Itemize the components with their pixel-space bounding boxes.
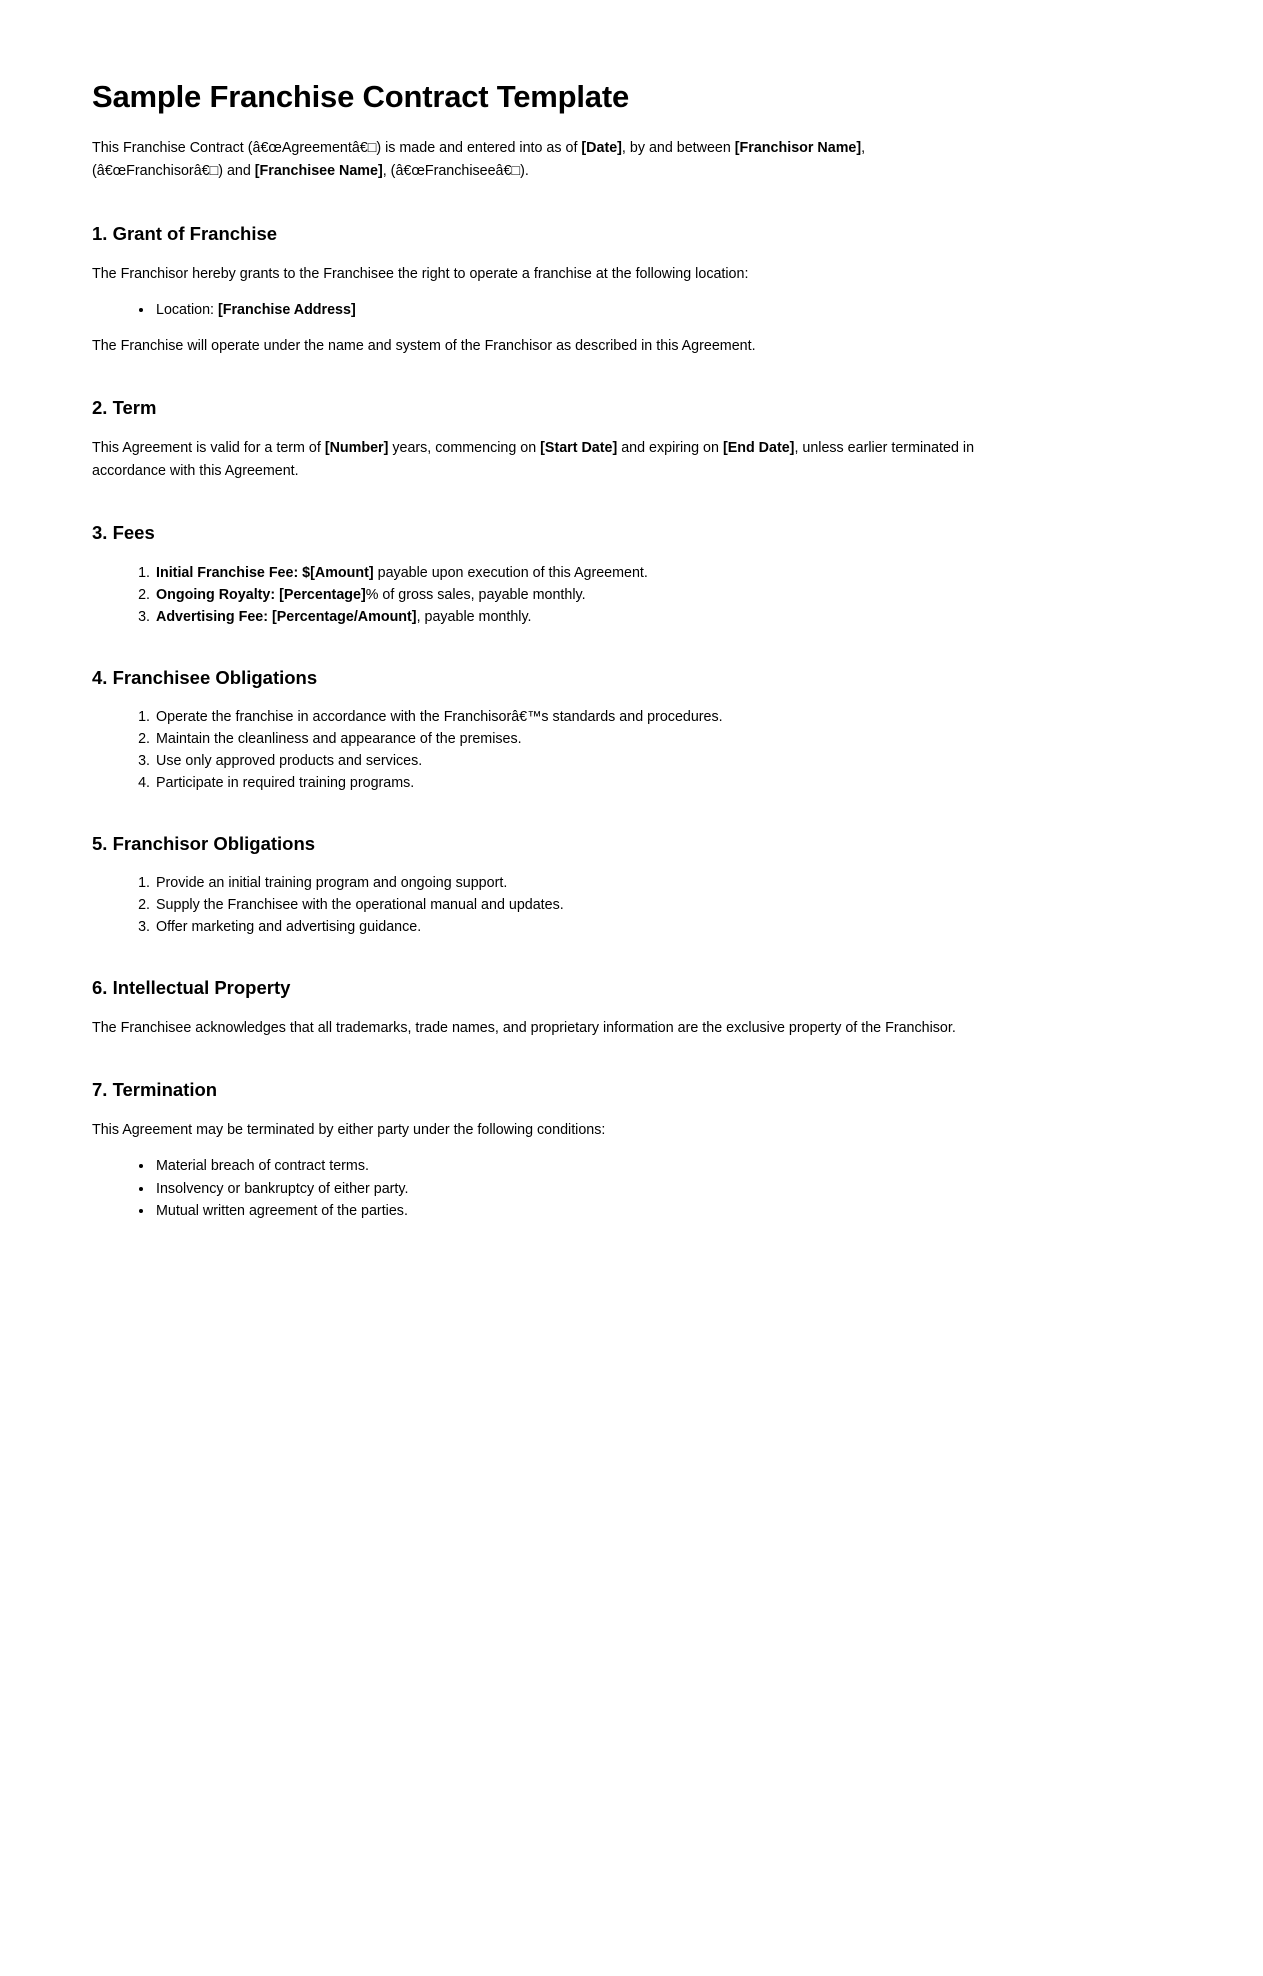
list-item bbox=[154, 607, 975, 628]
intro-text-part-1: This Franchise Contract (â€œAgreementâ€□) is made and entered into as of bbox=[92, 140, 582, 157]
intro-placeholder-date: [Date] bbox=[581, 140, 622, 157]
section-7-list bbox=[92, 1156, 975, 1221]
list-item: 1. Provide an initial training program and ongoing support. bbox=[154, 873, 975, 894]
section-1-closing-paragraph: The Franchise will operate under the name and system of the Franchisor as described in this Agreement. bbox=[92, 337, 756, 354]
section-heading-grant-of-franchise: 1. Grant of Franchise bbox=[92, 222, 278, 244]
list-item bbox=[154, 563, 975, 584]
list-item-bold: Ongoing Royalty: [Percentage] bbox=[156, 586, 366, 603]
term-text-part-1: This Agreement is valid for a term of bbox=[92, 440, 325, 457]
section-3-list bbox=[92, 563, 975, 628]
intro-text-part-4: , (â€œFranchiseeâ€□). bbox=[382, 163, 529, 180]
section-heading-intellectual-property: 6. Intellectual Property bbox=[92, 976, 291, 998]
section-1-intro-paragraph: The Franchisor hereby grants to the Franchisee the right to operate a franchise at the following location: bbox=[92, 265, 749, 282]
list-item: 2. Supply the Franchisee with the operational manual and updates. bbox=[154, 895, 975, 916]
list-item-rest: payable upon execution of this Agreement. bbox=[373, 564, 648, 581]
section-5-list bbox=[92, 873, 975, 938]
section-6-paragraph: The Franchisee acknowledges that all trademarks, trade names, and proprietary information are the exclusive property of the Franchisor. bbox=[92, 1020, 956, 1037]
list-item-rest: , payable monthly. bbox=[416, 608, 532, 625]
intro-text-part-3: , (â€œFranchisorâ€□) and bbox=[92, 140, 866, 180]
term-placeholder-number: [Number] bbox=[324, 440, 389, 457]
term-text-part-4: , unless earlier terminated in accordance with this Agreement. bbox=[92, 440, 975, 480]
term-placeholder-end-date: [End Date] bbox=[722, 440, 795, 457]
document-body bbox=[0, 78, 1263, 1936]
list-item-bold: Advertising Fee: [Percentage/Amount] bbox=[156, 608, 417, 625]
term-placeholder-start-date: [Start Date] bbox=[540, 440, 618, 457]
page-title: Sample Franchise Contract Template bbox=[92, 79, 630, 114]
list-item: 2. Maintain the cleanliness and appearance of the premises. bbox=[154, 729, 975, 750]
list-item bbox=[154, 585, 975, 606]
term-text-part-2: years, commencing on bbox=[388, 440, 541, 457]
list-item-bold: [Franchise Address] bbox=[218, 301, 356, 318]
term-text-part-3: and expiring on bbox=[617, 440, 723, 457]
page-bottom-whitespace bbox=[92, 1236, 975, 1936]
list-item: • Mutual written agreement of the parties. bbox=[154, 1201, 975, 1222]
list-item: 4. Participate in required training programs. bbox=[154, 773, 975, 794]
section-heading-fees: 3. Fees bbox=[92, 522, 155, 544]
intro-placeholder-franchisee-name: [Franchisee Name] bbox=[254, 163, 383, 180]
section-heading-termination: 7. Termination bbox=[92, 1079, 218, 1101]
section-heading-franchisor-obligations: 5. Franchisor Obligations bbox=[92, 832, 316, 854]
list-item: 3. Use only approved products and services. bbox=[154, 751, 975, 772]
list-item bbox=[154, 300, 975, 321]
section-heading-franchisee-obligations: 4. Franchisee Obligations bbox=[92, 666, 318, 688]
section-7-intro-paragraph: This Agreement may be terminated by either party under the following conditions: bbox=[92, 1122, 606, 1139]
list-item: • Material breach of contract terms. bbox=[154, 1156, 975, 1177]
list-item: 1. Operate the franchise in accordance with the Franchisorâ€™s standards and procedures. bbox=[154, 707, 975, 728]
list-item-bold: Initial Franchise Fee: $[Amount] bbox=[156, 564, 374, 581]
intro-paragraph bbox=[92, 137, 975, 183]
section-1-list bbox=[92, 300, 975, 321]
list-item: • Insolvency or bankruptcy of either party. bbox=[154, 1179, 975, 1200]
intro-placeholder-franchisor-name: [Franchisor Name] bbox=[734, 140, 862, 157]
list-item: 3. Offer marketing and advertising guidance. bbox=[154, 917, 975, 938]
intro-text-part-2: , by and between bbox=[621, 140, 735, 157]
section-heading-term: 2. Term bbox=[92, 396, 157, 418]
section-2-paragraph bbox=[92, 437, 975, 483]
list-item-lead: Location: bbox=[156, 301, 218, 318]
section-4-list bbox=[92, 707, 975, 794]
list-item-rest: % of gross sales, payable monthly. bbox=[365, 586, 586, 603]
